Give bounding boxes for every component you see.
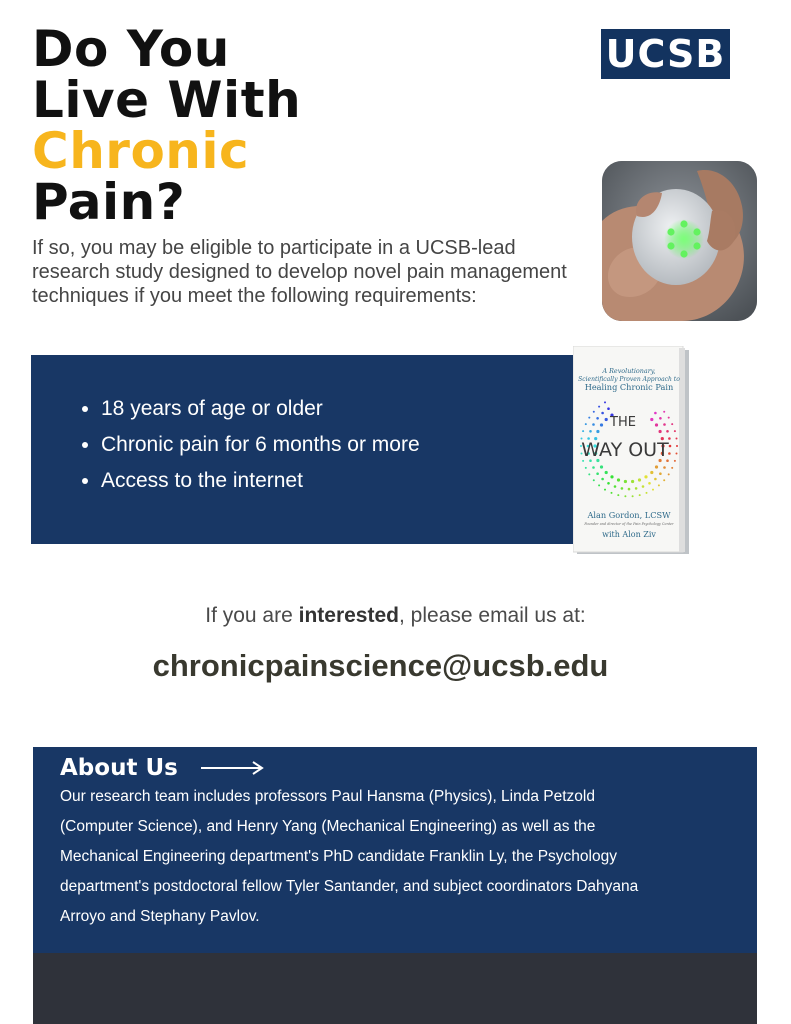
requirement-item: • 18 years of age or older: [101, 391, 420, 427]
book-dot: [600, 423, 603, 426]
book-dot: [659, 430, 662, 433]
book-dot: [585, 467, 587, 469]
headline-line-2: Live With: [32, 71, 302, 129]
book-author: Alan Gordon, LCSW: [587, 510, 671, 520]
book-cover: [573, 346, 691, 556]
book-dot: [654, 412, 657, 415]
book-title-line-1: THE: [610, 415, 636, 430]
contact-email[interactable]: chronicpainscience@ucsb.edu: [152, 648, 609, 683]
book-dot: [596, 417, 599, 420]
requirement-item: • Chronic pain for 6 months or more: [101, 427, 420, 463]
headline-accent-word: Chronic: [32, 122, 250, 180]
book-dot: [668, 417, 670, 419]
book-dot: [617, 494, 619, 496]
headline-line-4: Pain?: [32, 173, 186, 231]
contact-prompt: [0, 604, 791, 628]
book-dot: [604, 489, 606, 491]
book-dot: [617, 478, 620, 481]
book-dot: [663, 466, 666, 469]
book-dot: [598, 406, 600, 408]
book-dot: [644, 475, 647, 478]
requirements-list: [69, 391, 420, 499]
book-dot: [614, 485, 617, 488]
book-dot: [648, 482, 651, 485]
book-dot: [655, 465, 658, 468]
arrow-right-icon: [201, 757, 267, 779]
contact-trail: , please email us at:: [399, 604, 586, 627]
book-dot: [624, 495, 626, 497]
ucsb-logo: UCSB: [601, 29, 730, 79]
book-dot: [676, 453, 678, 455]
book-tagline-3: Healing Chronic Pain: [584, 382, 674, 392]
book-coauthor: with Alon Ziv: [602, 530, 656, 539]
book-dot: [610, 475, 613, 478]
headline-line-1: Do You: [32, 20, 230, 78]
book-title-line-2: WAY OUT: [581, 439, 669, 461]
book-dot: [605, 418, 608, 421]
book-dot: [671, 467, 673, 469]
book-dot: [607, 407, 610, 410]
book-dot: [654, 478, 657, 481]
book-dot: [642, 485, 645, 488]
book-dot: [635, 487, 638, 490]
book-dot: [628, 488, 631, 491]
book-dot: [596, 472, 599, 475]
glowing-lights-icon: [664, 219, 704, 259]
book-dot: [669, 445, 672, 448]
headline: [32, 20, 302, 231]
book-dot: [650, 418, 653, 421]
book-dot: [596, 430, 599, 433]
book-dot: [621, 487, 624, 490]
book-dot: [650, 471, 653, 474]
book-dot: [671, 423, 673, 425]
book-dot: [593, 479, 595, 481]
book-tagline-1: A Revolutionary,: [602, 367, 656, 375]
intro-paragraph: If so, you may be eligible to participate in a UCSB-lead research study designed to develop novel pain management techniques if you meet the following requirements:: [32, 237, 567, 307]
footer-bar: [33, 953, 757, 1024]
book-dot: [663, 411, 665, 413]
book-dot: [658, 484, 660, 486]
book-dot: [600, 465, 603, 468]
book-dot: [676, 438, 678, 440]
book-dot: [604, 401, 606, 403]
hand-holding-device-photo: [602, 161, 757, 321]
book-dot: [598, 484, 600, 486]
book-dot: [624, 480, 627, 483]
book-dot: [674, 460, 676, 462]
book-dot: [663, 423, 666, 426]
book-dot: [663, 479, 665, 481]
book-dot: [589, 430, 592, 433]
book-tagline-2: Scientifically Proven Approach to: [578, 376, 680, 383]
book-dot: [631, 480, 634, 483]
contact-emphasis: interested: [298, 604, 399, 627]
book-dot: [674, 430, 676, 432]
about-us-title: About Us: [60, 755, 178, 781]
book-dot: [668, 473, 670, 475]
book-dot: [646, 492, 648, 494]
book-dot: [605, 471, 608, 474]
contact-lead: If you are: [205, 604, 299, 627]
book-dot: [607, 482, 610, 485]
requirement-item: • Access to the internet: [101, 463, 420, 499]
book-dot: [588, 417, 590, 419]
book-dot: [585, 423, 587, 425]
book-dot: [632, 495, 634, 497]
book-dot: [601, 478, 604, 481]
about-us-body: Our research team includes professors Paul Hansma (Physics), Linda Petzold (Computer Science), and Henry Yang (Mechanical Engineering) as well as the Mechanical Engineering department's PhD candidate Franklin Ly, the Psychology department's postdoctoral fellow Tyler Santander, and subject coordinators Dahyana Arroyo and Stephany Pavlov.: [60, 788, 639, 925]
book-dot: [659, 417, 662, 420]
book-dot: [582, 430, 584, 432]
book-dot: [601, 412, 604, 415]
book-dot: [593, 411, 595, 413]
book-dot: [666, 430, 669, 433]
book-dot: [592, 423, 595, 426]
book-dot: [638, 478, 641, 481]
requirements-panel: [31, 355, 601, 544]
book-dot: [592, 466, 595, 469]
book-dot: [659, 472, 662, 475]
book-dot: [655, 423, 658, 426]
book-dot: [652, 489, 654, 491]
book-author-note: Founder and director of the Pain Psychology Center: [584, 522, 674, 526]
about-us-section: [33, 747, 757, 953]
book-dot: [611, 492, 613, 494]
book-dot: [588, 473, 590, 475]
book-dot: [639, 494, 641, 496]
book-dot: [676, 445, 678, 447]
